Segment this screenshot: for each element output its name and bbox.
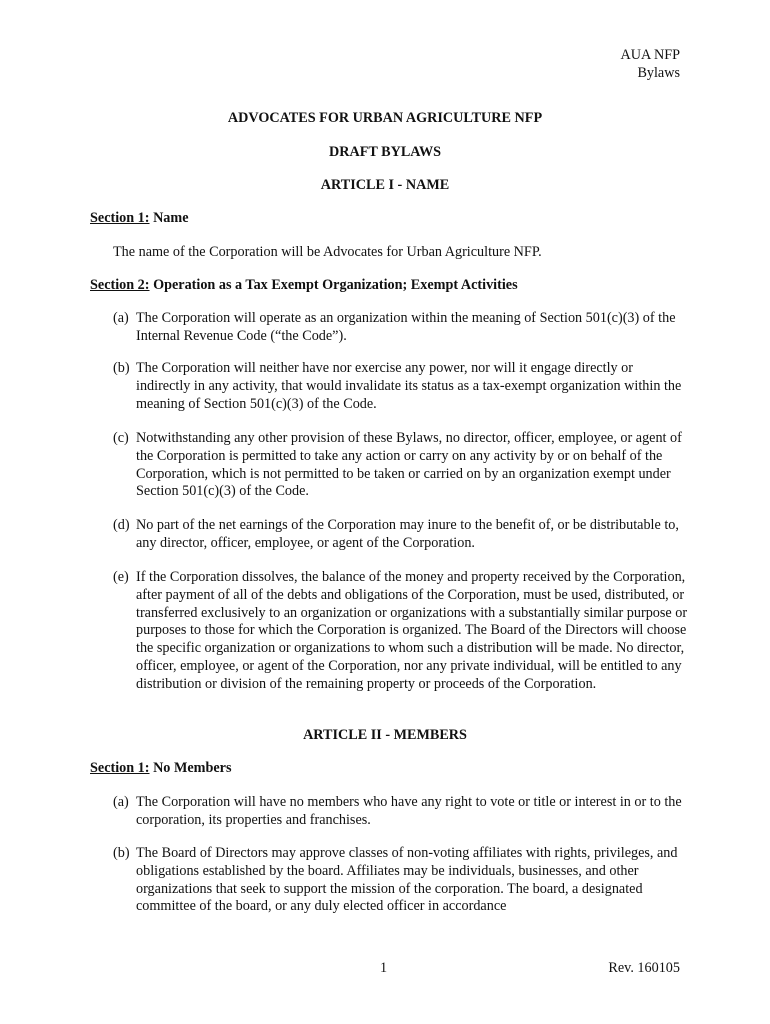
- list-item-text: Notwithstanding any other provision of these Bylaws, no director, officer, employee, or agent of the Corporation is permitted to take any action or carry on any activity by or on behalf of the Corporation, which is not permitted to be taken or carried on by an organization exempt under Section 501(c)(3) of the Code.: [136, 430, 682, 500]
- list-item-text: If the Corporation dissolves, the balance of the money and property received by the Corporation, after payment of all of the debts and obligations of the Corporation, must be used, distributed, or transferred exclusively to an organization or organizations with a substantially similar purpose or purposes to those for which the Corporation is organized. The Board of the Directors will choose the specific organization or organizations to whom such a distribution will be made. No director, officer, employee, or agent of the Corporation, nor any private individual, will be entitled to any distribution or division of the remaining property or proceeds of the Corporation.: [136, 569, 688, 692]
- document-title: ADVOCATES FOR URBAN AGRICULTURE NFP: [227, 110, 543, 126]
- list-item-text: The Corporation will have no members who have any right to vote or title or interest in or to the corporation, its properties and franchises.: [136, 794, 682, 828]
- article-1-heading: ARTICLE I - NAME: [320, 177, 450, 193]
- document-subtitle: DRAFT BYLAWS: [328, 144, 442, 160]
- section-label: Section 1:: [90, 760, 150, 776]
- list-item-label: (b): [113, 360, 130, 376]
- page-number: 1: [380, 960, 388, 976]
- page-header: [620, 46, 680, 82]
- header-line-2: Bylaws: [637, 65, 680, 81]
- section-label: Section 1:: [90, 210, 150, 226]
- list-item-b: [113, 360, 688, 413]
- list-item-text: No part of the net earnings of the Corporation may inure to the benefit of, or be distributable to, any director, officer, employee, or agent of the Corporation.: [136, 517, 679, 551]
- list-item-e: [113, 569, 688, 694]
- list-item-a: [113, 794, 688, 830]
- section-label: Section 2:: [90, 277, 150, 293]
- section-title: Operation as a Tax Exempt Organization; Exempt Activities: [149, 277, 518, 293]
- list-item-d: [113, 517, 688, 553]
- list-item-text: The Board of Directors may approve classes of non-voting affiliates with rights, privileges, and obligations established by the board. Affiliates may be individuals, businesses, and other organizations that seek to support the mission of the corporation. The board, a designated committee of the board, or any duly elected officer in accordance: [136, 845, 678, 915]
- list-item-text: The Corporation will operate as an organization within the meaning of Section 501(c)(3) of the Internal Revenue Code (“the Code”).: [136, 310, 676, 344]
- article-1-section-1-heading: [90, 210, 189, 227]
- section-title: Name: [149, 210, 189, 226]
- article-1-section-2-heading: [90, 277, 518, 294]
- list-item-label: (b): [113, 845, 130, 861]
- list-item-a: [113, 310, 688, 346]
- list-item-c: [113, 430, 688, 501]
- article-2-heading: ARTICLE II - MEMBERS: [303, 727, 467, 743]
- section-title: No Members: [149, 760, 232, 776]
- list-item-label: (d): [113, 517, 130, 533]
- header-line-1: AUA NFP: [620, 47, 680, 63]
- list-item-label: (a): [113, 794, 129, 810]
- article-2-section-1-heading: [90, 760, 231, 777]
- list-item-text: The Corporation will neither have nor exercise any power, nor will it engage directly or indirectly in any activity, that would invalidate its status as a tax-exempt organization within the meaning of Section 501(c)(3) of the Code.: [136, 360, 682, 412]
- list-item-label: (c): [113, 430, 129, 446]
- article-1-section-1-text: The name of the Corporation will be Advocates for Urban Agriculture NFP.: [113, 244, 542, 260]
- list-item-label: (a): [113, 310, 129, 326]
- list-item-label: (e): [113, 569, 129, 585]
- list-item-b: [113, 845, 688, 916]
- revision-label: Rev. 160105: [608, 960, 680, 976]
